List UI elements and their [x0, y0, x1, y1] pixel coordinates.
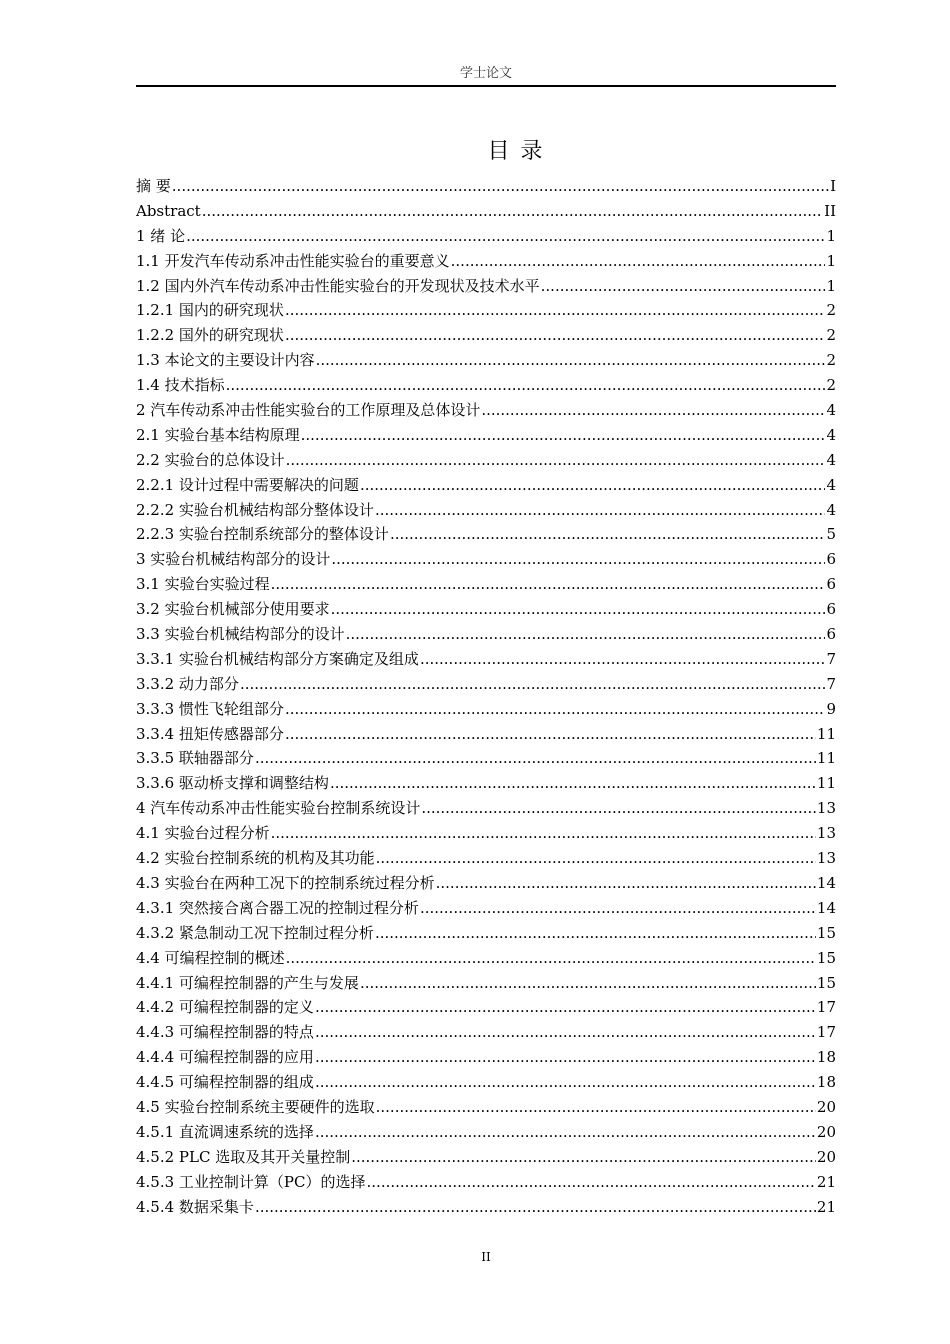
toc-entry-title: 4.4 可编程控制的概述: [136, 948, 285, 967]
toc-dot-leader: [315, 1045, 816, 1070]
toc-entry-title: 4.5 实验台控制系统主要硬件的选取: [136, 1097, 375, 1116]
toc-entry[interactable]: [136, 896, 836, 921]
toc-dot-leader: [315, 1120, 816, 1145]
toc-entry-page: I: [830, 177, 836, 195]
toc-entry[interactable]: [136, 697, 836, 722]
toc-entry[interactable]: [136, 846, 836, 871]
header-rule: [136, 85, 836, 87]
toc-entry[interactable]: [136, 348, 836, 373]
toc-entry[interactable]: [136, 323, 836, 348]
toc-entry-page: 20: [816, 1122, 836, 1141]
toc-entry-title: 4.3.2 紧急制动工况下控制过程分析: [136, 923, 374, 942]
toc-entry-page: 14: [816, 873, 836, 892]
toc-entry[interactable]: [136, 448, 836, 473]
toc-entry[interactable]: [136, 995, 836, 1020]
toc-entry-title: 2.2.1 设计过程中需要解决的问题: [136, 475, 359, 494]
toc-entry[interactable]: [136, 298, 836, 323]
toc-dot-leader: [375, 498, 826, 523]
toc-entry-page: 4: [826, 475, 836, 494]
toc-entry-title: 1.2.2 国外的研究现状: [136, 326, 284, 345]
toc-dot-leader: [330, 771, 816, 796]
toc-entry-title: 4.5.2 PLC 选取及其开关量控制: [136, 1147, 351, 1166]
toc-entry-page: 15: [816, 948, 836, 967]
toc-entry-title: Abstract: [136, 201, 201, 220]
toc-entry-page: II: [824, 201, 836, 220]
toc-entry-title: 3.2 实验台机械部分使用要求: [136, 600, 330, 619]
toc-entry[interactable]: [136, 871, 836, 896]
toc-entry[interactable]: [136, 572, 836, 597]
toc-entry[interactable]: [136, 224, 836, 249]
toc-dot-leader: [315, 1020, 816, 1045]
toc-entry[interactable]: [136, 423, 836, 448]
toc-entry-page: 4: [826, 401, 836, 420]
toc-dot-leader: [436, 871, 816, 896]
toc-dot-leader: [421, 796, 816, 821]
toc-entry-title: 4 汽车传动系冲击性能实验台控制系统设计: [136, 799, 421, 818]
toc-dot-leader: [172, 174, 829, 199]
toc-entry-page: 6: [826, 600, 836, 619]
toc-dot-leader: [285, 697, 826, 722]
toc-entry-page: 2: [826, 376, 836, 395]
toc-entry-page: 1: [826, 226, 836, 245]
toc-entry[interactable]: [136, 1020, 836, 1045]
toc-dot-leader: [375, 921, 816, 946]
toc-entry-title: 4.5.1 直流调速系统的选择: [136, 1122, 314, 1141]
toc-entry-page: 2: [826, 326, 836, 345]
toc-entry[interactable]: [136, 796, 836, 821]
toc-entry-page: 21: [816, 1197, 836, 1216]
toc-dot-leader: [315, 995, 816, 1020]
toc-entry-page: 18: [816, 1048, 836, 1067]
toc-entry-title: 3 实验台机械结构部分的设计: [136, 550, 331, 569]
toc-entry-page: 13: [816, 824, 836, 843]
toc-title: 目 录: [487, 139, 545, 164]
toc-entry-page: 18: [816, 1073, 836, 1092]
toc-entry-title: 4.4.4 可编程控制器的应用: [136, 1048, 314, 1067]
toc-entry[interactable]: [136, 771, 836, 796]
toc-dot-leader: [360, 971, 816, 996]
toc-entry[interactable]: [136, 722, 836, 747]
toc-dot-leader: [316, 348, 826, 373]
toc-dot-leader: [286, 448, 826, 473]
toc-entry[interactable]: [136, 672, 836, 697]
toc-entry-title: 3.3.2 动力部分: [136, 674, 239, 693]
toc-entry-page: 4: [826, 425, 836, 444]
toc-entry-title: 2.1 实验台基本结构原理: [136, 425, 300, 444]
toc-entry-page: 7: [826, 674, 836, 693]
toc-entry[interactable]: [136, 946, 836, 971]
toc-entry-title: 4.4.5 可编程控制器的组成: [136, 1073, 314, 1092]
toc-dot-leader: [390, 522, 826, 547]
toc-entry-title: 1.3 本论文的主要设计内容: [136, 351, 315, 370]
toc-entry-page: 6: [826, 550, 836, 569]
toc-dot-leader: [202, 199, 823, 224]
toc-dot-leader: [331, 547, 825, 572]
toc-entry[interactable]: [136, 622, 836, 647]
toc-entry-page: 14: [816, 898, 836, 917]
toc-entry-page: 21: [816, 1172, 836, 1191]
toc-entry[interactable]: [136, 398, 836, 423]
toc-entry-title: 2 汽车传动系冲击性能实验台的工作原理及总体设计: [136, 401, 481, 420]
toc-dot-leader: [420, 896, 816, 921]
toc-dot-leader: [286, 946, 816, 971]
toc-entry-page: 6: [826, 575, 836, 594]
toc-dot-leader: [255, 746, 816, 771]
toc-entry-title: 1.1 开发汽车传动系冲击性能实验台的重要意义: [136, 251, 450, 270]
toc-dot-leader: [331, 597, 826, 622]
toc-entry[interactable]: [136, 199, 836, 224]
toc-entry[interactable]: [136, 1070, 836, 1095]
toc-dot-leader: [226, 373, 826, 398]
toc-entry-page: 20: [816, 1097, 836, 1116]
toc-entry[interactable]: [136, 547, 836, 572]
toc-entry-title: 3.3.1 实验台机械结构部分方案确定及组成: [136, 649, 419, 668]
toc-entry-page: 6: [826, 625, 836, 644]
toc-entry[interactable]: [136, 647, 836, 672]
toc-dot-leader: [420, 647, 826, 672]
toc-entry-title: 3.3.5 联轴器部分: [136, 749, 254, 768]
toc-dot-leader: [451, 249, 826, 274]
toc-entry-title: 4.5.4 数据采集卡: [136, 1197, 254, 1216]
toc-dot-leader: [315, 1070, 816, 1095]
toc-entry-page: 13: [816, 849, 836, 868]
running-header: 学士论文: [459, 66, 512, 81]
toc-entry-title: 1.4 技术指标: [136, 376, 225, 395]
toc-list: [136, 174, 836, 1219]
toc-entry-title: 3.3.3 惯性飞轮组部分: [136, 699, 284, 718]
toc-entry[interactable]: [136, 921, 836, 946]
toc-entry-title: 4.2 实验台控制系统的机构及其功能: [136, 849, 375, 868]
toc-entry[interactable]: [136, 249, 836, 274]
toc-entry-page: 17: [816, 998, 836, 1017]
toc-entry-page: 11: [816, 774, 836, 793]
toc-entry[interactable]: [136, 821, 836, 846]
toc-dot-leader: [481, 398, 825, 423]
toc-entry[interactable]: [136, 274, 836, 299]
toc-entry-title: 4.1 实验台过程分析: [136, 824, 270, 843]
toc-entry-title: 1 绪 论: [136, 226, 186, 245]
toc-dot-leader: [301, 423, 826, 448]
toc-entry-title: 4.4.1 可编程控制器的产生与发展: [136, 973, 359, 992]
toc-entry-page: 1: [826, 251, 836, 270]
toc-entry[interactable]: [136, 597, 836, 622]
toc-dot-leader: [285, 722, 816, 747]
toc-entry[interactable]: [136, 373, 836, 398]
toc-entry[interactable]: [136, 174, 836, 199]
toc-entry-page: 13: [816, 799, 836, 818]
toc-entry[interactable]: [136, 522, 836, 547]
toc-entry[interactable]: [136, 1170, 836, 1195]
toc-entry-title: 4.3 实验台在两种工况下的控制系统过程分析: [136, 873, 435, 892]
toc-entry[interactable]: [136, 1120, 836, 1145]
toc-entry-page: 15: [816, 923, 836, 942]
toc-entry[interactable]: [136, 473, 836, 498]
toc-dot-leader: [240, 672, 826, 697]
toc-entry-title: 4.3.1 突然接合离合器工况的控制过程分析: [136, 898, 419, 917]
toc-entry-page: 5: [826, 525, 836, 544]
toc-entry-page: 17: [816, 1023, 836, 1042]
toc-dot-leader: [376, 1095, 816, 1120]
toc-entry-title: 2.2 实验台的总体设计: [136, 450, 285, 469]
toc-entry-page: 11: [816, 724, 836, 743]
toc-dot-leader: [541, 274, 826, 299]
toc-entry-page: 2: [826, 351, 836, 370]
toc-dot-leader: [360, 473, 826, 498]
toc-dot-leader: [367, 1170, 816, 1195]
toc-dot-leader: [271, 821, 816, 846]
toc-entry-title: 4.5.3 工业控制计算（PC）的选择: [136, 1172, 366, 1191]
toc-entry-page: 11: [816, 749, 836, 768]
toc-entry[interactable]: [136, 1095, 836, 1120]
toc-entry-title: 摘 要: [136, 177, 171, 195]
toc-entry[interactable]: [136, 746, 836, 771]
toc-entry-title: 4.4.3 可编程控制器的特点: [136, 1023, 314, 1042]
toc-entry-title: 1.2.1 国内的研究现状: [136, 301, 284, 320]
toc-entry-page: 9: [826, 699, 836, 718]
toc-entry-page: 15: [816, 973, 836, 992]
toc-entry-page: 20: [816, 1147, 836, 1166]
toc-entry-title: 2.2.2 实验台机械结构部分整体设计: [136, 500, 374, 519]
toc-entry-page: 4: [826, 500, 836, 519]
toc-entry-title: 2.2.3 实验台控制系统部分的整体设计: [136, 525, 389, 544]
toc-entry-page: 7: [826, 649, 836, 668]
toc-dot-leader: [346, 622, 826, 647]
toc-entry[interactable]: [136, 971, 836, 996]
toc-dot-leader: [376, 846, 816, 871]
toc-dot-leader: [351, 1145, 816, 1170]
toc-entry[interactable]: [136, 1045, 836, 1070]
toc-dot-leader: [186, 224, 825, 249]
toc-entry-title: 4.4.2 可编程控制器的定义: [136, 998, 314, 1017]
toc-entry[interactable]: [136, 498, 836, 523]
toc-entry-title: 3.3.4 扭矩传感器部分: [136, 724, 284, 743]
toc-entry-title: 3.3.6 驱动桥支撑和调整结构: [136, 774, 329, 793]
toc-entry-page: 4: [826, 450, 836, 469]
toc-entry-title: 3.1 实验台实验过程: [136, 575, 270, 594]
toc-dot-leader: [271, 572, 826, 597]
page-number: II: [481, 1250, 491, 1264]
toc-entry[interactable]: [136, 1145, 836, 1170]
toc-entry-page: 1: [826, 276, 836, 295]
toc-entry-title: 1.2 国内外汽车传动系冲击性能实验台的开发现状及技术水平: [136, 276, 540, 295]
toc-entry-title: 3.3 实验台机械结构部分的设计: [136, 625, 345, 644]
toc-dot-leader: [285, 323, 826, 348]
toc-dot-leader: [285, 298, 826, 323]
toc-dot-leader: [255, 1195, 816, 1220]
toc-entry[interactable]: [136, 1195, 836, 1220]
toc-entry-page: 2: [826, 301, 836, 320]
